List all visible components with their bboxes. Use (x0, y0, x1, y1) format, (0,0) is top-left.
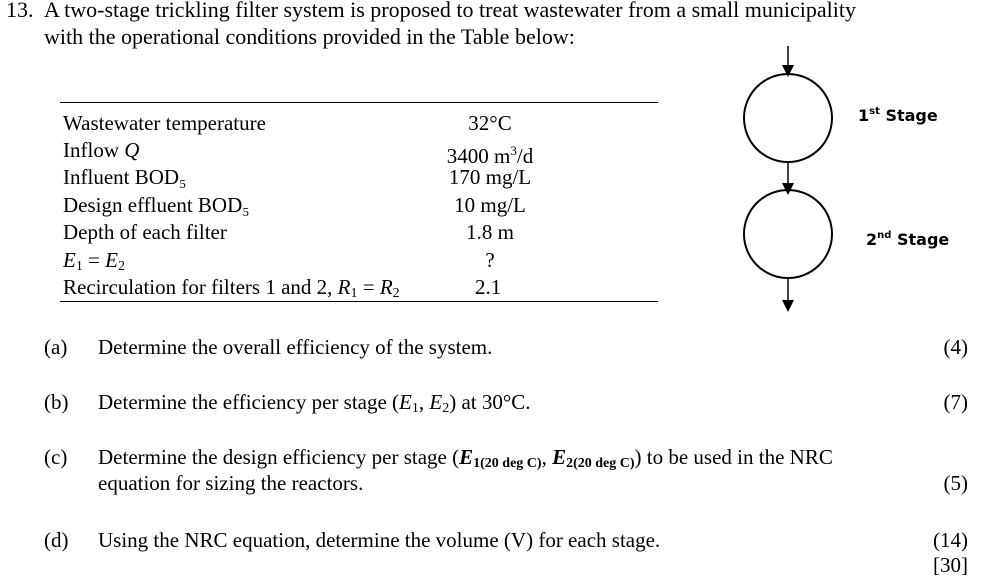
stage-1-filter (744, 74, 832, 162)
stage-2-label: 2nd Stage (866, 230, 950, 249)
table-row-label: Influent BOD₅ (63, 165, 187, 189)
stage-1-label: 1st Stage (858, 106, 938, 125)
table-top-rule (60, 102, 658, 103)
stage-2-filter (744, 190, 832, 278)
part-a-marks: (4) (943, 335, 968, 359)
table-row-value: 32°C (468, 111, 512, 135)
part-b-marks: (7) (943, 390, 968, 414)
part-a-letter: (a) (44, 335, 68, 359)
part-c-text: Determine the design efficiency per stage ($E_{1(20 deg C)}$, $E_{2(20 deg C)}$) to be used in the NRC (98, 445, 833, 471)
table-row-value: ? (485, 248, 495, 272)
table-row-label: Design effluent BOD₅ (63, 193, 250, 217)
two-stage-filter-diagram (730, 40, 850, 315)
table-row-label: Wastewater temperature (63, 111, 266, 135)
part-a-text: Determine the overall efficiency of the system. (98, 335, 493, 359)
question-line-2: with the operational conditions provided in the Table below: (44, 24, 575, 49)
part-d-letter: (d) (44, 528, 69, 552)
part-d-text: Using the NRC equation, determine the volume (V) for each stage. (98, 528, 661, 552)
part-b-text: Determine the efficiency per stage ($E_1$, $E_2$) at 30°C. (98, 390, 531, 416)
question-number: 13. (6, 0, 34, 22)
question-line-1: A two-stage trickling filter system is proposed to treat wastewater from a small municipality (44, 0, 856, 22)
total-marks: [30] (933, 553, 968, 577)
table-row-value: 2.1 (475, 275, 502, 299)
table-row-label: Recirculation for filters 1 and 2, $R_1 = R_2$ (63, 275, 400, 301)
part-c-letter: (c) (44, 445, 68, 469)
part-c-marks: (5) (943, 471, 968, 495)
table-row-value: 1.8 m (466, 220, 514, 244)
table-row-value: 3400 $m^3/d$ (446, 143, 534, 168)
part-b-letter: (b) (44, 390, 69, 414)
part-c-text-line-2: equation for sizing the reactors. (98, 471, 364, 495)
table-row-value: 10 mg/L (454, 193, 526, 217)
table-row-value: 170 mg/L (448, 165, 532, 189)
part-d-marks: (14) (933, 528, 968, 552)
table-row-label: Inflow Q (63, 138, 140, 162)
table-row-label: Depth of each filter (63, 220, 227, 244)
table-row-label: $E_1 = E_2$ (63, 248, 125, 274)
